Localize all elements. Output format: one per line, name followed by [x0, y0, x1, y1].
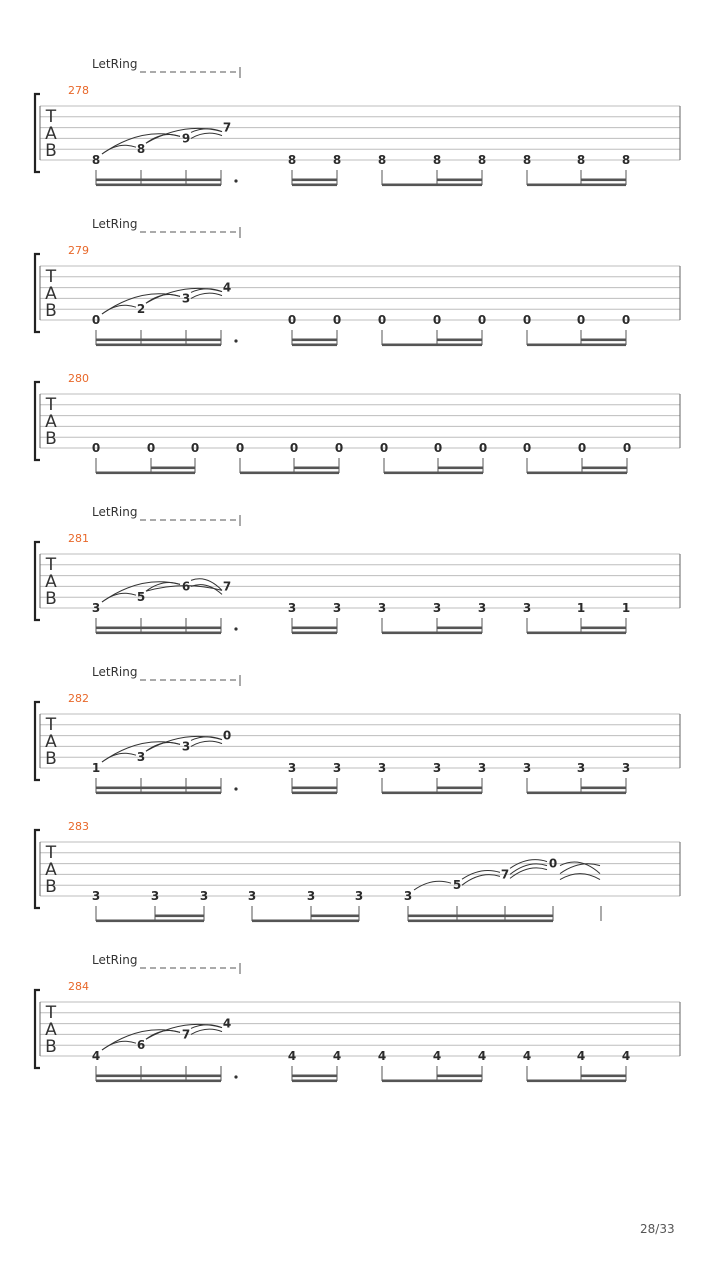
page-number: 28/33	[640, 1222, 675, 1236]
beam	[581, 787, 626, 790]
fret-number: 0	[522, 441, 532, 455]
beam	[96, 627, 221, 630]
fret-number: 3	[354, 889, 364, 903]
tab-clef-letter: T	[45, 1003, 57, 1023]
fret-number: 0	[432, 313, 442, 327]
beam	[294, 467, 339, 470]
measure-number: 284	[68, 980, 89, 993]
beam	[581, 339, 626, 342]
let-ring-tie	[191, 741, 222, 746]
fret-number: 0	[289, 441, 299, 455]
beam	[155, 915, 204, 918]
fret-number: 0	[287, 313, 297, 327]
measure-number: 278	[68, 84, 89, 97]
fret-number: 4	[432, 1049, 442, 1063]
fret-number: 4	[576, 1049, 586, 1063]
beam	[96, 1080, 221, 1083]
system-bracket	[35, 94, 40, 172]
beam	[292, 339, 337, 342]
fret-number: 7	[222, 120, 232, 135]
tab-clef-letter: B	[45, 589, 57, 609]
beam	[581, 1075, 626, 1078]
beam	[292, 179, 337, 182]
beam	[437, 787, 482, 790]
fret-number: 7	[222, 579, 232, 594]
beam	[292, 1080, 337, 1083]
beam	[581, 627, 626, 630]
fret-number: 8	[477, 153, 487, 167]
fret-number: 0	[433, 441, 443, 455]
dot	[234, 339, 237, 342]
fret-number: 0	[190, 441, 200, 455]
tab-clef-letter: A	[45, 860, 57, 880]
fret-number: 3	[181, 739, 191, 754]
fret-number: 8	[377, 153, 387, 167]
fret-number: 4	[377, 1049, 387, 1063]
fret-number: 8	[576, 153, 586, 167]
beam	[311, 915, 359, 918]
beam	[96, 184, 221, 187]
beam	[437, 339, 482, 342]
tab-clef-letter: A	[45, 284, 57, 304]
beam	[96, 179, 221, 182]
fret-number: 0	[478, 441, 488, 455]
beam	[292, 792, 337, 795]
fret-number: 3	[477, 761, 487, 775]
system-bracket	[35, 830, 40, 908]
beam	[382, 792, 482, 795]
beam	[96, 787, 221, 790]
tab-clef-letter: A	[45, 572, 57, 592]
fret-number: 3	[287, 761, 297, 775]
dot	[234, 627, 237, 630]
beam	[581, 179, 626, 182]
tab-system	[35, 372, 680, 474]
dot	[234, 787, 237, 790]
beam	[438, 467, 483, 470]
fret-number: 1	[576, 601, 586, 615]
fret-number: 0	[577, 441, 587, 455]
fret-number: 3	[332, 601, 342, 615]
let-ring-tie	[510, 868, 547, 879]
beam	[384, 472, 483, 475]
tab-clef-letter: A	[45, 1020, 57, 1040]
fret-number: 3	[477, 601, 487, 615]
tab-clef-letter: T	[45, 843, 57, 863]
tab-clef-letter: T	[45, 267, 57, 287]
fret-number: 0	[377, 313, 387, 327]
tab-clef-letter: B	[45, 429, 57, 449]
fret-number: 8	[332, 153, 342, 167]
fret-number: 6	[136, 1038, 146, 1053]
fret-number: 6	[181, 579, 191, 594]
fret-number: 3	[306, 889, 316, 903]
measure-number: 280	[68, 372, 89, 385]
tab-clef-letter: B	[45, 749, 57, 769]
fret-number: 7	[181, 1027, 191, 1042]
beam	[437, 1075, 482, 1078]
fret-number: 4	[91, 1049, 101, 1063]
tab-system	[35, 57, 680, 186]
beam	[96, 1075, 221, 1078]
beam	[382, 632, 482, 635]
let-ring-label: LetRing	[92, 953, 138, 967]
fret-number: 4	[332, 1049, 342, 1063]
system-bracket	[35, 702, 40, 780]
beam	[527, 184, 626, 187]
beam	[96, 792, 221, 795]
fret-number: 8	[432, 153, 442, 167]
beam	[252, 920, 359, 923]
beam	[96, 339, 221, 342]
fret-number: 4	[621, 1049, 631, 1063]
beam	[292, 787, 337, 790]
fret-number: 0	[548, 856, 558, 871]
let-ring-tie	[191, 1029, 222, 1034]
fret-number: 3	[432, 601, 442, 615]
beam	[96, 920, 204, 923]
beam	[408, 915, 553, 918]
beam	[292, 344, 337, 347]
tab-clef-letter: A	[45, 124, 57, 144]
tab-clef-letter: B	[45, 301, 57, 321]
tab-system	[35, 505, 680, 634]
fret-number: 8	[621, 153, 631, 167]
system-bracket	[35, 542, 40, 620]
fret-number: 0	[477, 313, 487, 327]
fret-number: 4	[222, 1016, 232, 1031]
beam	[527, 344, 626, 347]
fret-number: 3	[522, 601, 532, 615]
fret-number: 0	[379, 441, 389, 455]
beam	[292, 632, 337, 635]
let-ring-label: LetRing	[92, 217, 138, 231]
fret-number: 3	[621, 761, 631, 775]
fret-number: 0	[621, 313, 631, 327]
fret-number: 8	[136, 142, 146, 157]
tab-system	[35, 217, 680, 346]
tab-clef-letter: B	[45, 1037, 57, 1057]
fret-number: 0	[522, 313, 532, 327]
fret-number: 4	[477, 1049, 487, 1063]
fret-number: 4	[222, 280, 232, 295]
measure-number: 283	[68, 820, 89, 833]
fret-number: 0	[91, 441, 101, 455]
beam	[96, 344, 221, 347]
system-bracket	[35, 254, 40, 332]
tab-clef-letter: A	[45, 732, 57, 752]
fret-number: 3	[332, 761, 342, 775]
tab-clef-letter: T	[45, 107, 57, 127]
tab-clef-letter: T	[45, 715, 57, 735]
beam	[96, 472, 195, 475]
beam	[292, 627, 337, 630]
measure-number: 281	[68, 532, 89, 545]
fret-number: 7	[500, 867, 510, 882]
beam	[437, 627, 482, 630]
beam	[240, 472, 339, 475]
dot	[234, 179, 237, 182]
let-ring-label: LetRing	[92, 505, 138, 519]
beam	[527, 1080, 626, 1083]
fret-number: 8	[91, 153, 101, 167]
fret-number: 3	[199, 889, 209, 903]
fret-number: 3	[403, 889, 413, 903]
measure-number: 282	[68, 692, 89, 705]
fret-number: 3	[136, 750, 146, 765]
fret-number: 3	[377, 761, 387, 775]
fret-number: 8	[287, 153, 297, 167]
fret-number: 5	[136, 590, 146, 605]
beam	[382, 344, 482, 347]
fret-number: 5	[452, 878, 462, 893]
beam	[437, 179, 482, 182]
fret-number: 3	[150, 889, 160, 903]
fret-number: 9	[181, 131, 191, 146]
fret-number: 0	[91, 313, 101, 327]
fret-number: 0	[622, 441, 632, 455]
beam	[382, 1080, 482, 1083]
fret-number: 2	[136, 302, 146, 317]
let-ring-tie	[191, 133, 222, 138]
fret-number: 3	[181, 291, 191, 306]
fret-number: 1	[91, 761, 101, 775]
beam	[382, 184, 482, 187]
tab-clef-letter: T	[45, 395, 57, 415]
beam	[151, 467, 195, 470]
fret-number: 3	[247, 889, 257, 903]
tab-clef-letter: A	[45, 412, 57, 432]
tab-clef-letter: T	[45, 555, 57, 575]
measure-number: 279	[68, 244, 89, 257]
beam	[527, 632, 626, 635]
fret-number: 0	[146, 441, 156, 455]
fret-number: 3	[287, 601, 297, 615]
fret-number: 3	[576, 761, 586, 775]
fret-number: 3	[432, 761, 442, 775]
fret-number: 8	[522, 153, 532, 167]
tab-system	[35, 665, 680, 794]
let-ring-tie	[191, 293, 222, 298]
beam	[527, 792, 626, 795]
fret-number: 1	[621, 601, 631, 615]
fret-number: 4	[287, 1049, 297, 1063]
fret-number: 4	[522, 1049, 532, 1063]
dot	[234, 1075, 237, 1078]
beam	[408, 920, 553, 923]
fret-number: 0	[334, 441, 344, 455]
system-bracket	[35, 990, 40, 1068]
fret-number: 3	[91, 601, 101, 615]
fret-number: 0	[332, 313, 342, 327]
beam	[292, 184, 337, 187]
fret-number: 3	[522, 761, 532, 775]
fret-number: 3	[377, 601, 387, 615]
beam	[96, 632, 221, 635]
let-ring-label: LetRing	[92, 665, 138, 679]
fret-number: 0	[576, 313, 586, 327]
beam	[582, 467, 627, 470]
fret-number: 3	[91, 889, 101, 903]
tab-clef-letter: B	[45, 877, 57, 897]
tab-system	[35, 953, 680, 1082]
let-ring-label: LetRing	[92, 57, 138, 71]
tab-clef-letter: B	[45, 141, 57, 161]
tab-system	[35, 820, 680, 922]
fret-number: 0	[235, 441, 245, 455]
beam	[527, 472, 627, 475]
fret-number: 0	[222, 728, 232, 743]
system-bracket	[35, 382, 40, 460]
beam	[292, 1075, 337, 1078]
